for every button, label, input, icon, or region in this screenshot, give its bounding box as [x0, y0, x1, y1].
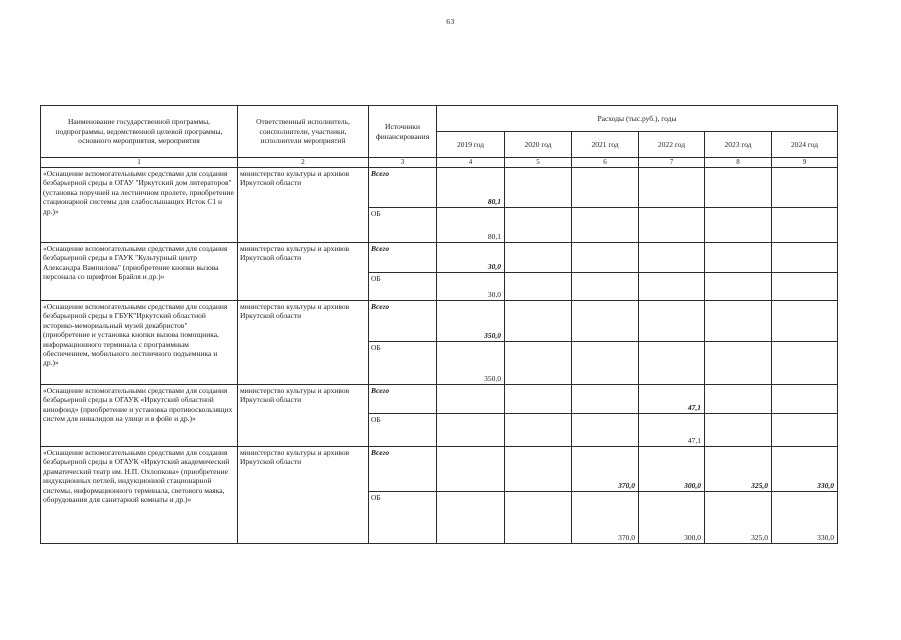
program-name-cell: «Оснащение вспомогательными средствами для создания безбарьерной среды в ОГАУК «Иркутский областной кинофонд» (приобретение и установка противоскользящих систем для инвалидов на улице и в фойе и др.)»: [41, 385, 238, 447]
expense-value-total: [505, 243, 572, 273]
page-number: 63: [446, 17, 455, 26]
funding-source-ob-label: ОБ: [369, 208, 437, 243]
executor-cell: министерство культуры и архивов Иркутской области: [238, 168, 369, 243]
expense-value-ob: 30,0: [437, 273, 505, 301]
expense-value-total: [772, 385, 838, 414]
column-number: 3: [369, 158, 437, 168]
expense-value-total: 350,0: [437, 301, 505, 342]
column-number: 2: [238, 158, 369, 168]
expense-value-total: [705, 168, 772, 208]
col-header-program-name: Наименование государственной программы, подпрограммы, ведомственной целевой программы, основного мероприятия, мероприятия: [41, 106, 238, 158]
funding-source-total-label: Всего: [369, 168, 437, 208]
expense-value-total: [437, 447, 505, 492]
expense-value-ob: [572, 414, 639, 447]
expense-value-ob: [639, 342, 705, 385]
expense-value-total: 300,0: [639, 447, 705, 492]
funding-source-total-label: Всего: [369, 301, 437, 342]
program-name-cell: «Оснащение вспомогательными средствами для создания безбарьерной среды в ОГАУ "Иркутский дом литераторов" (установка поручней на лестничном пролете, приобретение стационарной системы для слабослышащих Исток С1 и др.)»: [41, 168, 238, 243]
table-header: [41, 106, 838, 168]
executor-cell: министерство культуры и архивов Иркутской области: [238, 385, 369, 447]
expense-value-total: [572, 385, 639, 414]
expense-value-total: [639, 243, 705, 273]
expense-value-ob: [437, 492, 505, 544]
expense-value-ob: [705, 414, 772, 447]
expense-value-total: [505, 385, 572, 414]
expense-value-ob: [772, 342, 838, 385]
expense-value-ob: [705, 273, 772, 301]
expense-value-total: [639, 168, 705, 208]
expense-value-ob: 330,0: [772, 492, 838, 544]
expense-value-ob: [572, 208, 639, 243]
col-header-funding-sources: Источники финансирования: [369, 106, 437, 158]
expense-value-ob: [437, 414, 505, 447]
expense-value-total: [639, 301, 705, 342]
expense-value-total: [572, 243, 639, 273]
expense-value-ob: [505, 208, 572, 243]
year-header: 2023 год: [705, 132, 772, 158]
expense-value-total: 47,1: [639, 385, 705, 414]
expense-value-ob: [505, 273, 572, 301]
year-header: 2022 год: [639, 132, 705, 158]
expense-value-ob: 350,0: [437, 342, 505, 385]
expense-value-ob: [639, 208, 705, 243]
expense-value-total: [437, 385, 505, 414]
funding-source-total-label: Всего: [369, 385, 437, 414]
program-name-cell: «Оснащение вспомогательными средствами для создания безбарьерной среды в ОГАУК «Иркутский академический драматический театр им. Н.П. Охлопкова» (приобретение индукционных петлей, индукционной стационарной системы, информационного терминала, светового маяка, оборудования для санитарной комнаты и др.)»: [41, 447, 238, 544]
expense-value-total: [572, 301, 639, 342]
expense-value-total: 80,1: [437, 168, 505, 208]
column-number: 1: [41, 158, 238, 168]
expense-value-total: [505, 168, 572, 208]
column-number: 8: [705, 158, 772, 168]
expense-value-ob: [572, 342, 639, 385]
expense-value-ob: 300,0: [639, 492, 705, 544]
funding-source-ob-label: ОБ: [369, 492, 437, 544]
column-number: 4: [437, 158, 505, 168]
funding-source-ob-label: ОБ: [369, 273, 437, 301]
column-number: 6: [572, 158, 639, 168]
expense-value-total: [705, 243, 772, 273]
col-header-executor: Ответственный исполнитель, соисполнители, участники, исполнители мероприятий: [238, 106, 369, 158]
expense-value-ob: 80,1: [437, 208, 505, 243]
expense-value-total: 30,0: [437, 243, 505, 273]
expense-value-total: [572, 168, 639, 208]
expense-value-ob: [705, 208, 772, 243]
expense-value-total: [772, 301, 838, 342]
program-name-cell: «Оснащение вспомогательными средствами для создания безбарьерной среды в ГБУК"Иркутский областной историко-мемориальный музей декабристов" (приобретение и установка кнопки вызова помощника, информационного терминала с программным обеспечением, мобильного лестничного подъемника и др.)»: [41, 301, 238, 385]
expense-value-ob: 325,0: [705, 492, 772, 544]
expense-value-total: 330,0: [772, 447, 838, 492]
expense-value-total: 325,0: [705, 447, 772, 492]
expense-value-total: [772, 168, 838, 208]
funding-source-ob-label: ОБ: [369, 342, 437, 385]
program-row-total: [41, 301, 838, 342]
expense-value-ob: 47,1: [639, 414, 705, 447]
expenses-table: [40, 105, 838, 544]
expense-value-ob: [772, 414, 838, 447]
column-number: 7: [639, 158, 705, 168]
col-header-expenses: Расходы (тыс.руб.), годы: [437, 106, 838, 132]
expense-value-ob: [572, 273, 639, 301]
funding-source-total-label: Всего: [369, 243, 437, 273]
year-header: 2021 год: [572, 132, 639, 158]
executor-cell: министерство культуры и архивов Иркутской области: [238, 447, 369, 544]
expense-value-ob: [505, 492, 572, 544]
expense-value-total: 370,0: [572, 447, 639, 492]
program-row-total: [41, 243, 838, 273]
expense-value-ob: [639, 273, 705, 301]
column-number: 5: [505, 158, 572, 168]
expense-value-ob: [772, 208, 838, 243]
program-row-total: [41, 447, 838, 492]
program-row-total: [41, 168, 838, 208]
program-row-total: [41, 385, 838, 414]
expense-value-total: [505, 301, 572, 342]
expense-value-total: [705, 301, 772, 342]
expense-value-total: [505, 447, 572, 492]
expense-value-total: [772, 243, 838, 273]
executor-cell: министерство культуры и архивов Иркутской области: [238, 243, 369, 301]
expense-value-ob: [705, 342, 772, 385]
expense-value-ob: 370,0: [572, 492, 639, 544]
expense-value-total: [705, 385, 772, 414]
year-header: 2024 год: [772, 132, 838, 158]
year-header: 2020 год: [505, 132, 572, 158]
expense-value-ob: [505, 342, 572, 385]
column-number: 9: [772, 158, 838, 168]
funding-source-ob-label: ОБ: [369, 414, 437, 447]
table-body: [41, 168, 838, 544]
expense-value-ob: [505, 414, 572, 447]
expense-value-ob: [772, 273, 838, 301]
column-number-row: [41, 158, 838, 168]
funding-source-total-label: Всего: [369, 447, 437, 492]
executor-cell: министерство культуры и архивов Иркутской области: [238, 301, 369, 385]
year-header: 2019 год: [437, 132, 505, 158]
program-name-cell: «Оснащение вспомогательными средствами для создания безбарьерной среды в ГАУК "Культурный центр Александра Вампилова" (приобретение кнопки вызова персонала со шрифтом Брайля и др.)»: [41, 243, 238, 301]
